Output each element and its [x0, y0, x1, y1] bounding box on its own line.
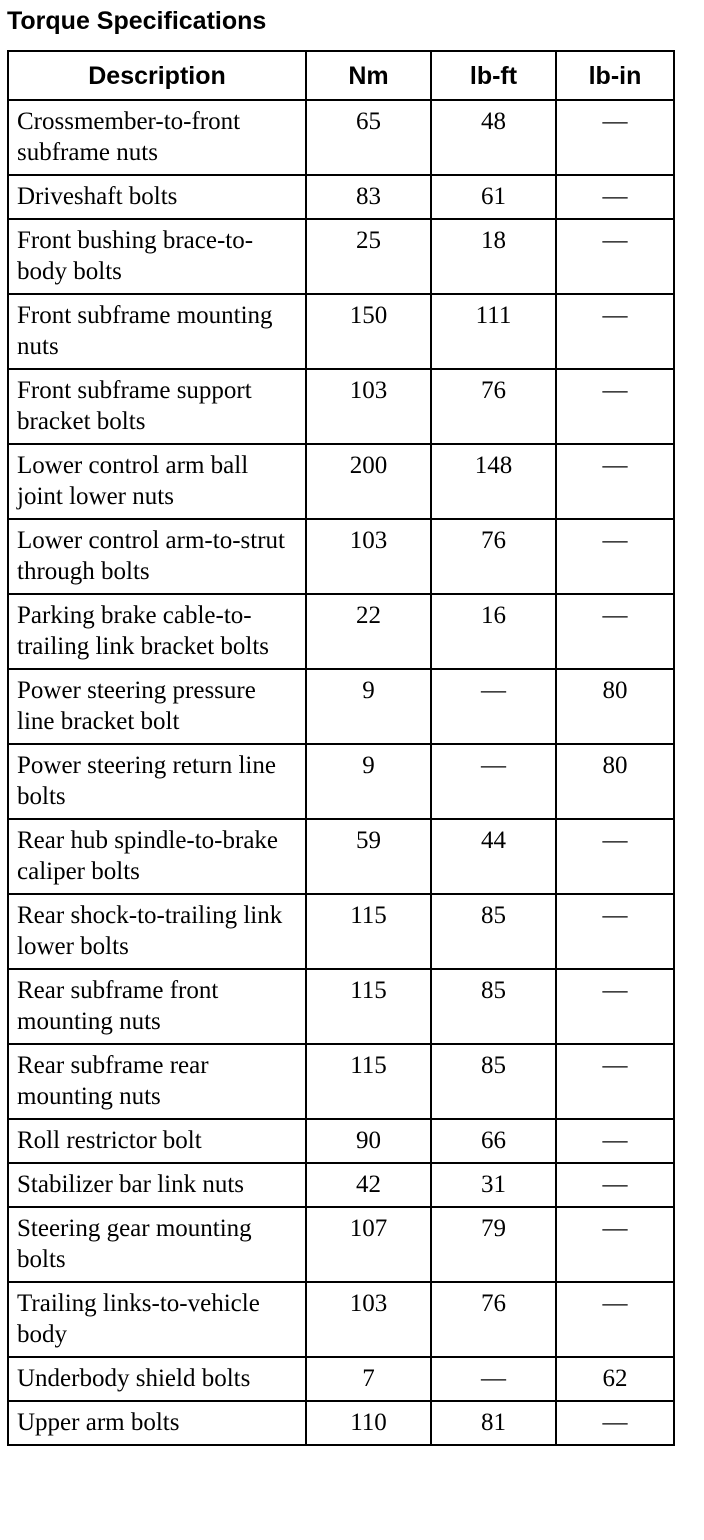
table-row: [8, 519, 674, 594]
description-cell: Parking brake cable-to-trailing link bracket bolts: [8, 594, 306, 669]
column-header-description: Description: [8, 51, 306, 100]
lb-in-cell: —: [556, 1119, 674, 1163]
table-row: [8, 1119, 674, 1163]
description-cell: Front subframe mounting nuts: [8, 294, 306, 369]
table-row: [8, 1357, 674, 1401]
description-cell: Lower control arm-to-strut through bolts: [8, 519, 306, 594]
description-cell: Rear shock-to-trailing link lower bolts: [8, 894, 306, 969]
lb-in-cell: —: [556, 1282, 674, 1357]
description-cell: Front bushing brace-to-body bolts: [8, 219, 306, 294]
lb-in-cell: —: [556, 1401, 674, 1445]
torque-spec-table: [7, 50, 675, 1446]
header-row: [8, 51, 674, 100]
table-row: [8, 669, 674, 744]
nm-cell: 115: [306, 1044, 431, 1119]
lb-in-cell: 80: [556, 669, 674, 744]
nm-cell: 9: [306, 669, 431, 744]
description-cell: Upper arm bolts: [8, 1401, 306, 1445]
nm-cell: 25: [306, 219, 431, 294]
description-cell: Crossmember-to-front subframe nuts: [8, 100, 306, 175]
table-row: [8, 444, 674, 519]
nm-cell: 107: [306, 1207, 431, 1282]
nm-cell: 22: [306, 594, 431, 669]
description-cell: Stabilizer bar link nuts: [8, 1163, 306, 1207]
description-cell: Rear subframe rear mounting nuts: [8, 1044, 306, 1119]
table-row: [8, 294, 674, 369]
table-row: [8, 219, 674, 294]
lb-in-cell: —: [556, 1207, 674, 1282]
lb-ft-cell: 48: [431, 100, 556, 175]
lb-in-cell: —: [556, 969, 674, 1044]
lb-in-cell: —: [556, 369, 674, 444]
nm-cell: 150: [306, 294, 431, 369]
lb-in-cell: —: [556, 444, 674, 519]
lb-ft-cell: 85: [431, 894, 556, 969]
nm-cell: 115: [306, 894, 431, 969]
table-row: [8, 1163, 674, 1207]
table-row: [8, 175, 674, 219]
table-row: [8, 1044, 674, 1119]
table-row: [8, 819, 674, 894]
description-cell: Trailing links-to-vehicle body: [8, 1282, 306, 1357]
nm-cell: 7: [306, 1357, 431, 1401]
description-cell: Roll restrictor bolt: [8, 1119, 306, 1163]
lb-in-cell: —: [556, 819, 674, 894]
lb-ft-cell: 79: [431, 1207, 556, 1282]
table-row: [8, 594, 674, 669]
table-row: [8, 1282, 674, 1357]
lb-ft-cell: 31: [431, 1163, 556, 1207]
table-header: [8, 51, 674, 100]
lb-ft-cell: —: [431, 669, 556, 744]
lb-ft-cell: 76: [431, 519, 556, 594]
lb-in-cell: —: [556, 219, 674, 294]
column-header-lb-in: lb-in: [556, 51, 674, 100]
nm-cell: 103: [306, 1282, 431, 1357]
nm-cell: 9: [306, 744, 431, 819]
lb-ft-cell: —: [431, 1357, 556, 1401]
description-cell: Rear subframe front mounting nuts: [8, 969, 306, 1044]
lb-in-cell: —: [556, 894, 674, 969]
lb-ft-cell: 85: [431, 1044, 556, 1119]
lb-ft-cell: 18: [431, 219, 556, 294]
table-row: [8, 1401, 674, 1445]
table-body: [8, 100, 674, 1445]
lb-ft-cell: 61: [431, 175, 556, 219]
description-cell: Lower control arm ball joint lower nuts: [8, 444, 306, 519]
nm-cell: 65: [306, 100, 431, 175]
lb-in-cell: 62: [556, 1357, 674, 1401]
nm-cell: 115: [306, 969, 431, 1044]
lb-ft-cell: —: [431, 744, 556, 819]
lb-in-cell: —: [556, 175, 674, 219]
description-cell: Power steering return line bolts: [8, 744, 306, 819]
table-row: [8, 100, 674, 175]
table-row: [8, 1207, 674, 1282]
lb-in-cell: 80: [556, 744, 674, 819]
description-cell: Front subframe support bracket bolts: [8, 369, 306, 444]
lb-ft-cell: 76: [431, 1282, 556, 1357]
table-row: [8, 744, 674, 819]
nm-cell: 42: [306, 1163, 431, 1207]
nm-cell: 110: [306, 1401, 431, 1445]
lb-ft-cell: 85: [431, 969, 556, 1044]
lb-ft-cell: 76: [431, 369, 556, 444]
lb-ft-cell: 148: [431, 444, 556, 519]
nm-cell: 200: [306, 444, 431, 519]
description-cell: Underbody shield bolts: [8, 1357, 306, 1401]
lb-in-cell: —: [556, 1044, 674, 1119]
page-title: Torque Specifications: [7, 7, 267, 35]
nm-cell: 83: [306, 175, 431, 219]
table-row: [8, 369, 674, 444]
description-cell: Rear hub spindle-to-brake caliper bolts: [8, 819, 306, 894]
lb-in-cell: —: [556, 294, 674, 369]
column-header-nm: Nm: [306, 51, 431, 100]
lb-ft-cell: 44: [431, 819, 556, 894]
description-cell: Driveshaft bolts: [8, 175, 306, 219]
lb-in-cell: —: [556, 519, 674, 594]
table-row: [8, 969, 674, 1044]
nm-cell: 59: [306, 819, 431, 894]
lb-in-cell: —: [556, 594, 674, 669]
lb-in-cell: —: [556, 100, 674, 175]
lb-ft-cell: 81: [431, 1401, 556, 1445]
table-row: [8, 894, 674, 969]
column-header-lb-ft: lb-ft: [431, 51, 556, 100]
description-cell: Power steering pressure line bracket bolt: [8, 669, 306, 744]
lb-in-cell: —: [556, 1163, 674, 1207]
description-cell: Steering gear mounting bolts: [8, 1207, 306, 1282]
lb-ft-cell: 16: [431, 594, 556, 669]
lb-ft-cell: 111: [431, 294, 556, 369]
nm-cell: 90: [306, 1119, 431, 1163]
lb-ft-cell: 66: [431, 1119, 556, 1163]
nm-cell: 103: [306, 369, 431, 444]
nm-cell: 103: [306, 519, 431, 594]
